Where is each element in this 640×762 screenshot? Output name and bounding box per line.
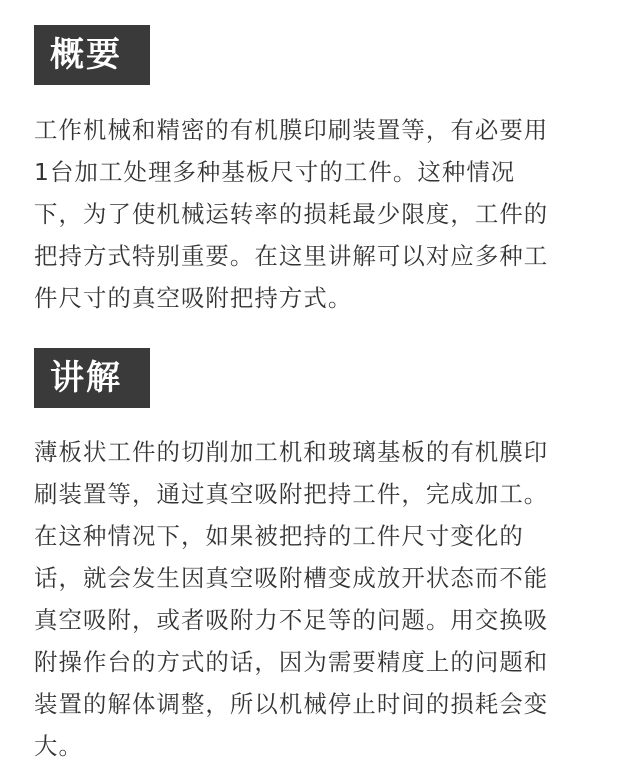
body-line: 把持方式特别重要。在这里讲解可以对应多种工 [34,242,549,270]
body-line: 1台加工处理多种基板尺寸的工件。这种情况 [34,158,516,186]
body-line: 附操作台的方式的话，因为需要精度上的问题和 [34,648,549,676]
section-heading-explanation: 讲解 [34,348,150,408]
section-body-overview [34,109,614,319]
section-heading-overview: 概要 [34,25,150,85]
body-line: 工作机械和精密的有机膜印刷装置等，有必要用 [34,116,549,144]
body-line: 话，就会发生因真空吸附槽变成放开状态而不能 [34,564,549,592]
body-line: 薄板状工件的切削加工机和玻璃基板的有机膜印 [34,438,549,466]
body-line: 刷装置等，通过真空吸附把持工件，完成加工。 [34,480,549,508]
body-line: 在这种情况下，如果被把持的工件尺寸变化的 [34,522,524,550]
body-line: 装置的解体调整，所以机械停止时间的损耗会变 [34,690,549,718]
body-line: 大。 [34,732,83,760]
body-line: 真空吸附，或者吸附力不足等的问题。用交换吸 [34,606,549,634]
section-body-explanation [34,431,614,762]
body-line: 件尺寸的真空吸附把持方式。 [34,284,353,312]
body-line: 下，为了使机械运转率的损耗最少限度，工件的 [34,200,549,228]
